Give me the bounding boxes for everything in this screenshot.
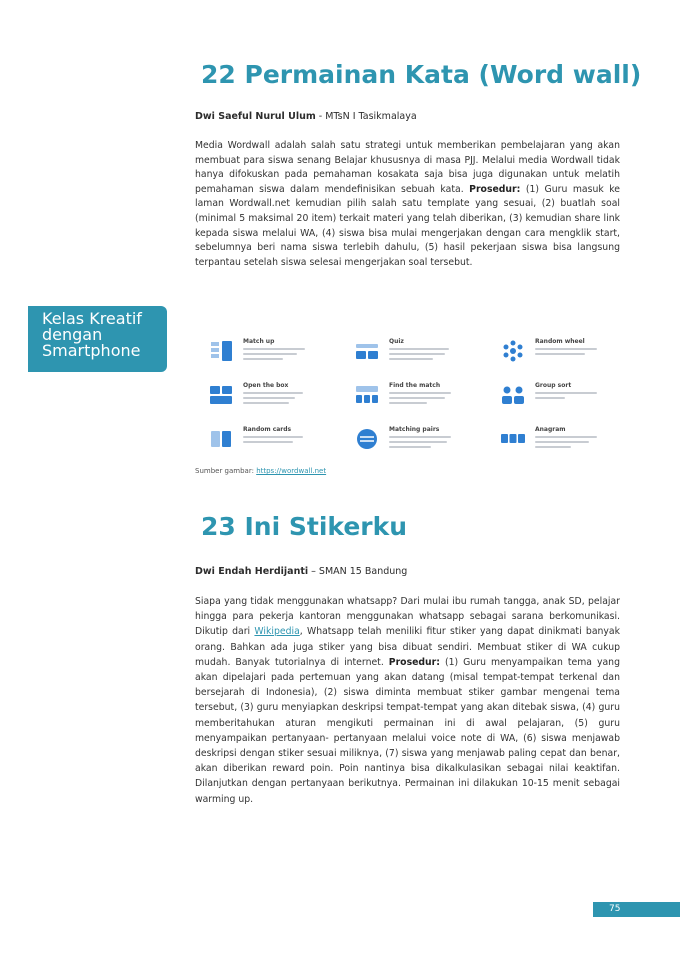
- wordwall-template-grid: [209, 338, 623, 458]
- matching-pairs-icon: [355, 428, 379, 450]
- side-tab-kelas-kreatif: [28, 306, 167, 372]
- image-source-caption: [195, 467, 326, 475]
- quiz-icon: [355, 340, 379, 362]
- section-22-body: [195, 139, 620, 270]
- template-name: Match up: [243, 338, 275, 345]
- random-wheel-icon: [501, 340, 525, 362]
- section-22-author: [195, 111, 417, 122]
- section-23-author-affiliation: – SMAN 15 Bandung: [308, 566, 408, 577]
- template-name: Anagram: [535, 426, 566, 433]
- section-23-title: 23 Ini Stikerku: [201, 512, 408, 541]
- page-number-tab: [593, 902, 680, 917]
- caption-link[interactable]: https://wordwall.net: [256, 467, 327, 475]
- section-22-title: 22 Permainan Kata (Word wall): [201, 60, 642, 89]
- template-tile: [209, 338, 339, 364]
- anagram-icon: [501, 428, 525, 450]
- section-23-author-name: Dwi Endah Herdijanti: [195, 566, 309, 577]
- side-tab-line-3: Smartphone: [42, 341, 141, 360]
- template-name: Find the match: [389, 382, 441, 389]
- group-sort-icon: [501, 384, 525, 406]
- section-23-body-part-1: Siapa yang tidak menggunakan whatsapp? Dari mulai ibu rumah tangga, anak SD, pelajar hingga para pekerja kantoran menggunakan whatsapp sebagai sarana berkomunikasi. Dikutip dari: [195, 596, 620, 638]
- section-22-body-part-2: (1) Guru masuk ke laman Wordwall.net kemudian pilih salah satu template yang sesuai, (2) buatlah soal (minimal 5 maksimal 20 item) terkait materi yang telah diberikan, (3) kemudian share link kepada siswa melalui WA, (4) siswa bisa mulai mengerjakan dengan cara mengklik start, sebelumnya beri nama siswa terlebih dahulu, (5) hasil pekerjaan siswa bisa langsung terpantau setelah siswa selesai mengerjakan soal tersebut.: [195, 183, 620, 268]
- section-23-body: [195, 594, 620, 807]
- page-number: 75: [609, 904, 621, 914]
- template-tile: [209, 382, 339, 408]
- section-23-procedure-label: Prosedur:: [388, 656, 440, 668]
- section-22-author-affiliation: - MTsN I Tasikmalaya: [315, 111, 417, 122]
- template-name: Group sort: [535, 382, 572, 389]
- section-22-body-part-1: Media Wordwall adalah salah satu strategi untuk memberikan pembelajaran yang akan membuat para siswa senang Belajar khususnya di masa PJJ. Melalui media Wordwall tidak hanya difokuskan pada pemahaman kosakata saja bisa juga digunakan untuk melatih pemahaman siswa dalam mendefinisikan sebuah kata.: [195, 140, 620, 195]
- section-22-author-name: Dwi Saeful Nurul Ulum: [195, 111, 316, 122]
- side-tab-line-2: dengan: [42, 325, 103, 344]
- template-name: Open the box: [243, 382, 289, 389]
- match-up-icon: [209, 340, 233, 362]
- section-23-body-part-3: (1) Guru menyampaikan tema yang akan dipelajari pada pertemuan yang akan datang (misal tempat-tempat terkenal dan bersejarah di Indonesia), (2) siswa diminta membuat stiker gambar mengenai tema tersebut, (3) guru menyiapkan deskripsi tempat-tempat yang akan ditebak siswa, (4) guru memberitahukan aturan mengikuti permainan ini di awal pelajaran, (5) guru menyampaikan pertanyaan- pertanyaan melalui voice note di WA, (6) siswa menjawab deskripsi dengan stiker sesuai miliknya, (7) siswa yang menjawab paling cepat dan benar, akan diberikan reward poin. Poin nantinya bisa dikalkulasikan sebagai nilai keaktifan. Dilanjutkan dengan pertanyaan berikutnya. Permainan ini dilakukan 10-15 menit sebagai warming up.: [195, 656, 620, 805]
- template-tile: [501, 426, 631, 452]
- template-tile: [355, 382, 485, 408]
- template-name: Random wheel: [535, 338, 585, 345]
- template-name: Quiz: [389, 338, 404, 345]
- template-name: Matching pairs: [389, 426, 440, 433]
- template-tile: [501, 382, 631, 408]
- template-tile: [355, 338, 485, 364]
- caption-label: Sumber gambar:: [195, 467, 257, 475]
- section-23-author: [195, 566, 407, 577]
- find-the-match-icon: [355, 384, 379, 406]
- template-tile: [209, 426, 339, 452]
- template-tile: [355, 426, 485, 452]
- wikipedia-link[interactable]: Wikipedia: [254, 626, 300, 638]
- random-cards-icon: [209, 428, 233, 450]
- template-tile: [501, 338, 631, 364]
- template-name: Random cards: [243, 426, 292, 433]
- section-22-procedure-label: Prosedur:: [469, 183, 521, 195]
- section-23-body-part-2: , Whatsapp telah meniliki fitur stiker yang dapat dinikmati banyak orang. Bahkan ada juga stiker yang bisa dibuat sendiri. Membuat stiker di WA cukup mudah. Banyak tutorialnya di internet.: [195, 626, 621, 668]
- side-tab-line-1: Kelas Kreatif: [42, 309, 142, 328]
- open-the-box-icon: [209, 384, 233, 406]
